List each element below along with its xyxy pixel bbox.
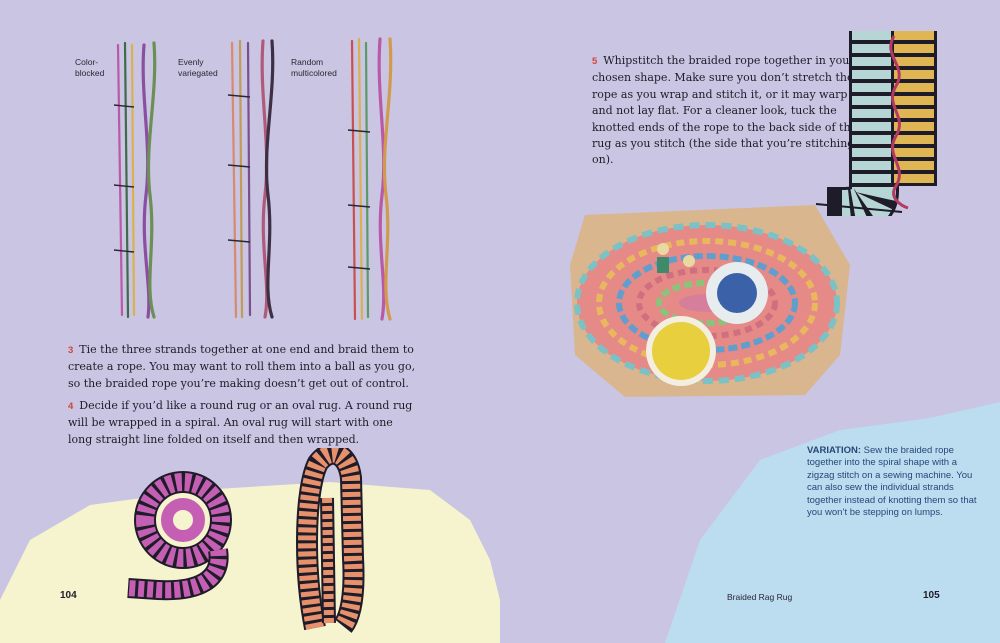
step-3-text: Tie the three strands together at one end and braid them to create a rope. You may want to roll them into a ball as you go, so the braided rope you’re making doesn’t get out of control.: [68, 343, 416, 390]
variation-text: Sew the braided rope together into the spiral shape with a zigzag stitch on a sewing machine. You can also sew the individual strands together instead of knotting them so that you won’t be stepping on lumps.: [807, 445, 977, 519]
step-4-text: Decide if you’d like a round rug or an oval rug. A round rug will be wrapped in a spiral. An oval rug will start with one long straight line folded on itself and then wrapped.: [68, 399, 413, 446]
page-number-left: 104: [60, 590, 77, 601]
rug-photo: [565, 205, 855, 400]
strand-illustration: [100, 35, 410, 325]
round-braid-illustration: [118, 470, 258, 605]
label-color-blocked: Color- blocked: [75, 57, 105, 78]
label-evenly-variegated: Evenly variegated: [178, 57, 218, 78]
oval-braid-illustration: [293, 448, 383, 638]
step-4-number: 4: [68, 401, 74, 412]
step-3: [68, 342, 418, 392]
blue-blob: [665, 402, 1000, 643]
page-number-right: 105: [923, 590, 940, 601]
variation-note: [807, 445, 977, 519]
running-title: Braided Rag Rug: [727, 592, 793, 602]
step-5-text: Whipstitch the braided rope together in your chosen shape. Make sure you don’t stretch the rope as you wrap and stitch it, or it may warp and not lay flat. For a cleaner look, tuck the knotted ends of the rope to the back side of the rug as you stitch (the side that you’re stitching on).: [592, 54, 858, 167]
step-5-number: 5: [592, 56, 598, 67]
whipstitch-illustration: [812, 26, 947, 216]
label-random-multicolored: Random multicolored: [291, 57, 337, 78]
step-3-number: 3: [68, 345, 74, 356]
variation-heading: VARIATION:: [807, 445, 862, 456]
step-4: [68, 398, 413, 448]
